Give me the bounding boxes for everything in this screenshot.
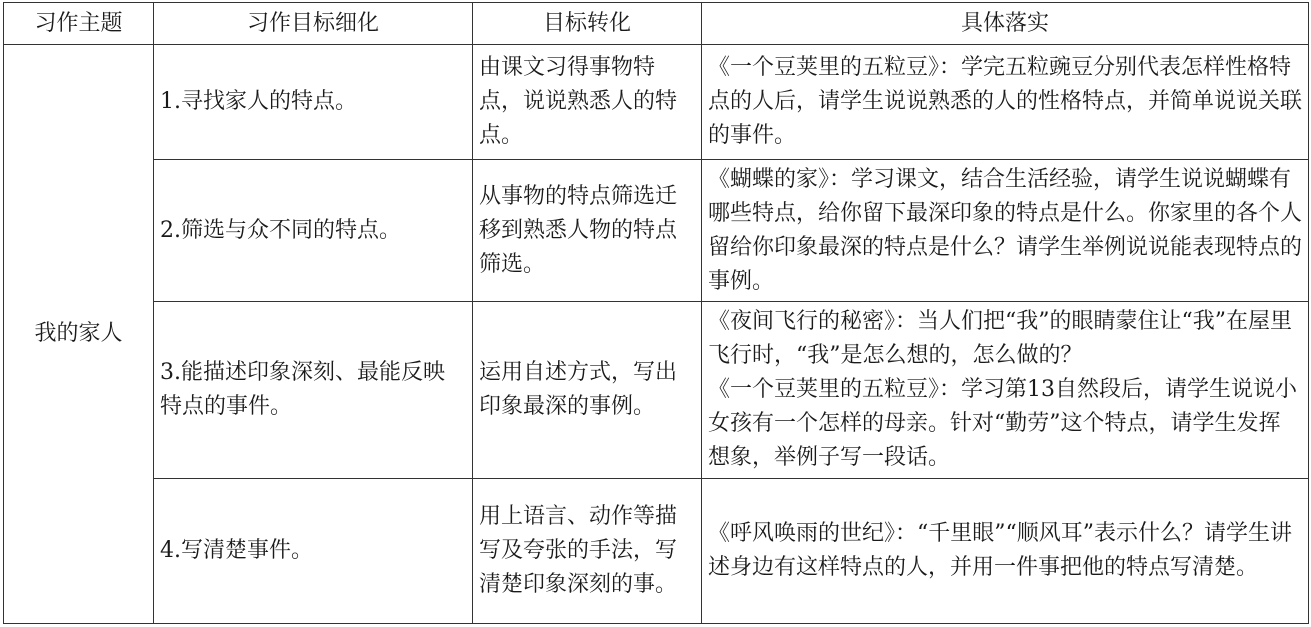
transform-cell: 由课文习得事物特点，说说熟悉人的特点。 [473, 45, 702, 160]
table-row [4, 302, 1309, 479]
header-transform: 目标转化 [473, 3, 702, 45]
table-row [4, 160, 1309, 302]
goal-cell: 4.写清楚事件。 [154, 479, 473, 624]
transform-cell: 从事物的特点筛选迁移到熟悉人物的特点筛选。 [473, 160, 702, 302]
header-row [4, 3, 1309, 45]
header-implement: 具体落实 [702, 3, 1309, 45]
header-goal: 习作目标细化 [154, 3, 473, 45]
implement-cell [702, 45, 1309, 160]
goal-cell: 3.能描述印象深刻、最能反映特点的事件。 [154, 302, 473, 479]
table-row [4, 45, 1309, 160]
goal-cell: 2.筛选与众不同的特点。 [154, 160, 473, 302]
table-row [4, 479, 1309, 624]
implement-paragraph: 《一个豆荚里的五粒豆》：学完五粒豌豆分别代表怎样性格特点的人后，请学生说说熟悉的人的性格特点，并简单说说关联的事件。 [708, 55, 1303, 149]
header-theme: 习作主题 [4, 3, 154, 45]
transform-cell: 运用自述方式，写出印象最深的事例。 [473, 302, 702, 479]
theme-cell: 我的家人 [4, 45, 154, 624]
implement-cell [702, 479, 1309, 624]
goal-cell: 1.寻找家人的特点。 [154, 45, 473, 160]
implement-paragraph: 《呼风唤雨的世纪》：“千里眼”“顺风耳”表示什么？请学生讲述身边有这样特点的人，并用一件事把他的特点写清楚。 [708, 521, 1292, 581]
implement-cell [702, 302, 1309, 479]
implement-cell [702, 160, 1309, 302]
transform-cell: 用上语言、动作等描写及夸张的手法，写清楚印象深刻的事。 [473, 479, 702, 624]
implement-paragraph: 《一个豆荚里的五粒豆》：学习第13自然段后，请学生说说小女孩有一个怎样的母亲。针对“勤劳”这个特点，请学生发挥想象，举例子写一段话。 [708, 377, 1297, 471]
implement-paragraph: 《蝴蝶的家》：学习课文，结合生活经验，请学生说说蝴蝶有哪些特点，给你留下最深印象的特点是什么。你家里的各个人留给你印象最深的特点是什么？请学生举例说说能表现特点的事例。 [708, 166, 1303, 294]
writing-plan-table [3, 2, 1309, 624]
implement-paragraph: 《夜间飞行的秘密》：当人们把“我”的眼睛蒙住让“我”在屋里飞行时，“我”是怎么想的，怎么做的？ [708, 309, 1292, 369]
